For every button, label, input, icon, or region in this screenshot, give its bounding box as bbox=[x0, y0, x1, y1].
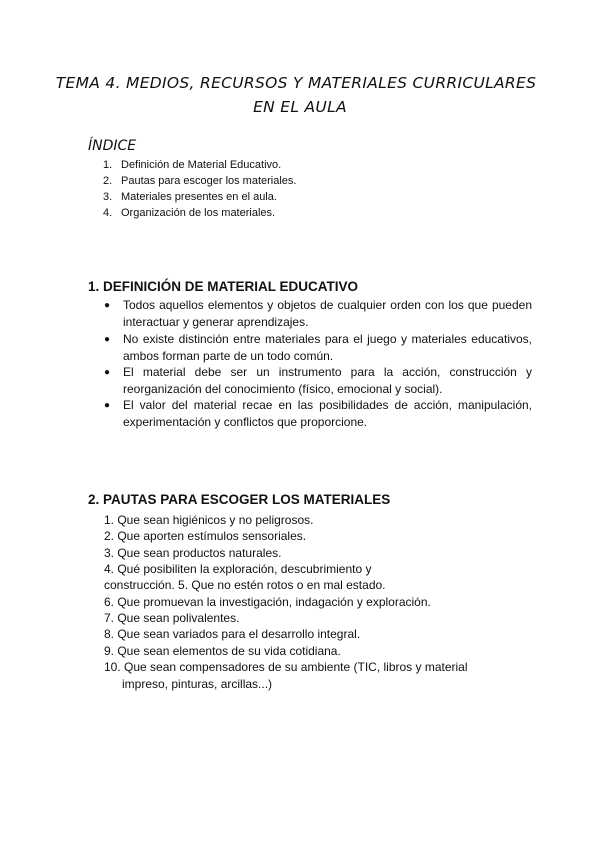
document-title-line1: TEMA 4. MEDIOS, RECURSOS Y MATERIALES CURRICULARES bbox=[55, 74, 537, 92]
index-heading: ÍNDICE bbox=[88, 138, 137, 154]
list-item: 7. Que sean polivalentes. bbox=[104, 611, 240, 625]
bullet-item: ● El material debe ser un instrumento para la acción, construcción y reorganización del conocimiento (físico, emocional y social). bbox=[104, 365, 532, 396]
list-item: 9. Que sean elementos de su vida cotidiana. bbox=[104, 644, 341, 658]
bullet-icon: ● bbox=[104, 334, 111, 345]
list-item-continuation: impreso, pinturas, arcillas...) bbox=[122, 677, 273, 691]
list-item: 10. Que sean compensadores de su ambiente (TIC, libros y material bbox=[104, 660, 468, 674]
bullet-item: ● Todos aquellos elementos y objetos de cualquier orden con los que pueden interactuar y generar aprendizajes. bbox=[104, 298, 532, 329]
list-item: 4. Qué posibiliten la exploración, descubrimiento y bbox=[104, 562, 372, 576]
list-item: 2. Que aporten estímulos sensoriales. bbox=[104, 529, 307, 543]
bullet-icon: ● bbox=[104, 400, 111, 411]
bullet-icon: ● bbox=[104, 300, 111, 311]
index-item: 1. Definición de Material Educativo. bbox=[103, 159, 282, 171]
list-item: 6. Que promuevan la investigación, indagación y exploración. bbox=[104, 595, 431, 609]
index-item: 4. Organización de los materiales. bbox=[103, 207, 276, 219]
section2-heading: 2. PAUTAS PARA ESCOGER LOS MATERIALES bbox=[88, 492, 391, 507]
document-title-line2: EN EL AULA bbox=[253, 98, 347, 116]
bullet-item: ● No existe distinción entre materiales para el juego y materiales educativos, ambos forman parte de un todo común. bbox=[104, 332, 532, 363]
list-item: 1. Que sean higiénicos y no peligrosos. bbox=[104, 513, 314, 527]
bullet-icon: ● bbox=[104, 367, 111, 378]
index-item: 2. Pautas para escoger los materiales. bbox=[103, 175, 297, 187]
list-item: construcción. 5. Que no estén rotos o en mal estado. bbox=[104, 578, 386, 592]
list-item: 8. Que sean variados para el desarrollo integral. bbox=[104, 627, 361, 641]
index-item: 3. Materiales presentes en el aula. bbox=[103, 191, 277, 203]
bullet-item: ● El valor del material recae en las posibilidades de acción, manipulación, experimentación y conflictos que proporcione. bbox=[104, 398, 532, 429]
section1-heading: 1. DEFINICIÓN DE MATERIAL EDUCATIVO bbox=[88, 279, 359, 294]
list-item: 3. Que sean productos naturales. bbox=[104, 546, 282, 560]
